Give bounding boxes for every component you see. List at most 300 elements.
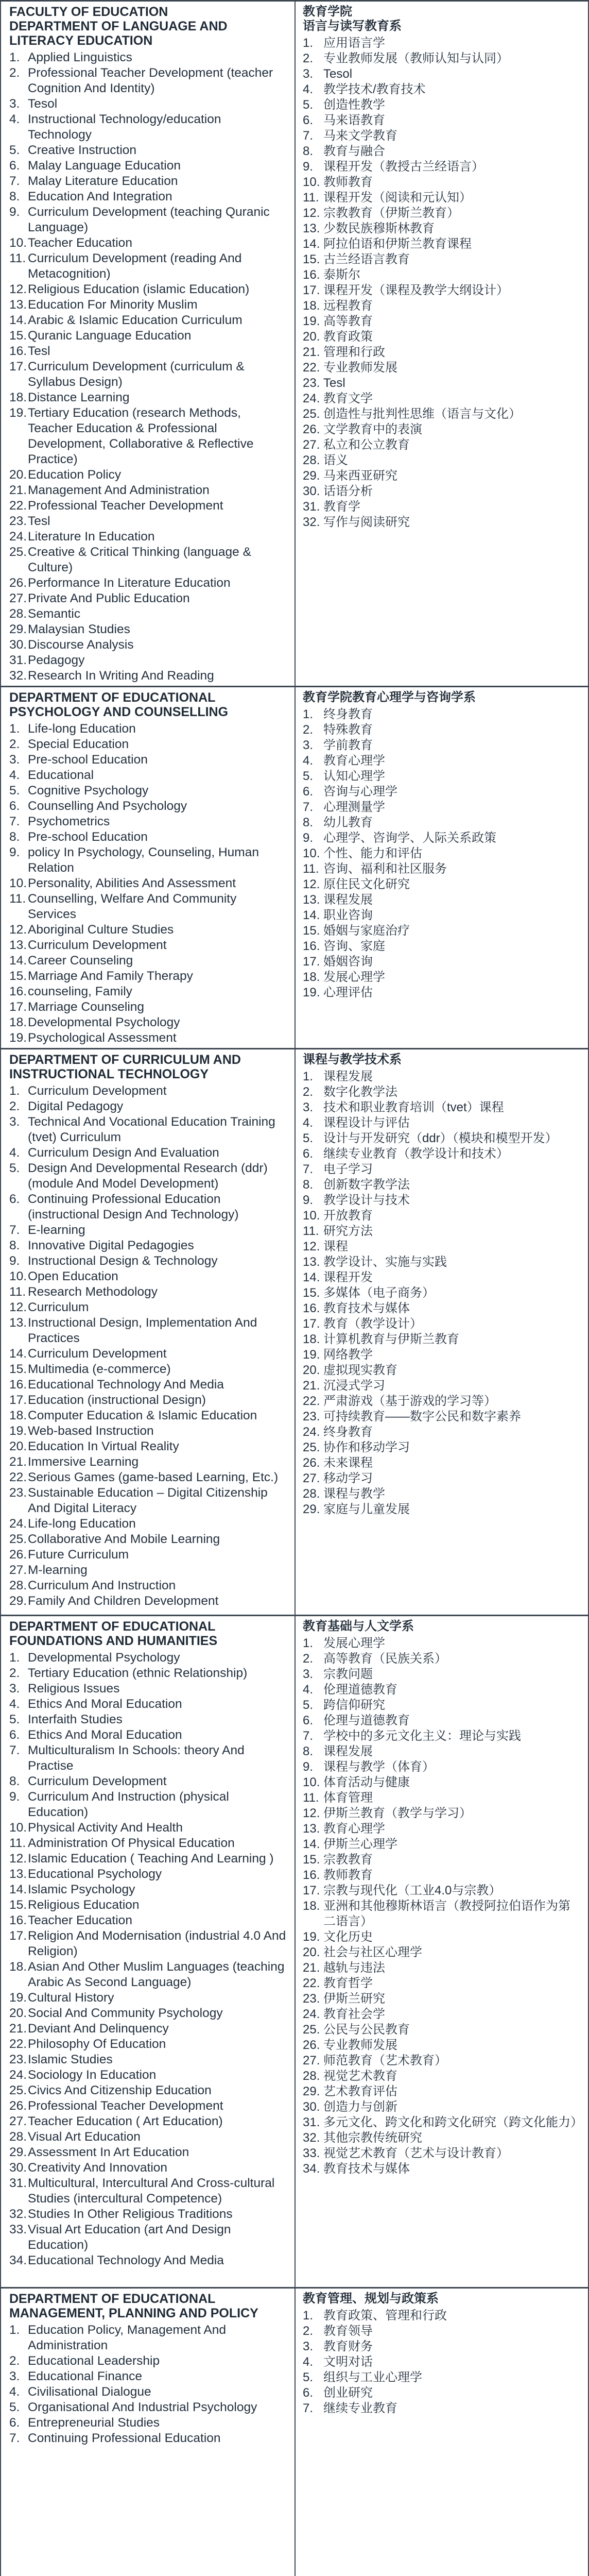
list-item <box>9 1470 287 1485</box>
item-number: 1. <box>9 2323 20 2337</box>
list-item <box>303 2354 581 2370</box>
item-text: Distance Learning <box>28 391 130 404</box>
item-number: 17. <box>9 1000 27 1014</box>
list-item <box>303 1378 581 1394</box>
section-psychology-counselling <box>1 687 588 1049</box>
item-number: 26. <box>303 1456 320 1470</box>
list-item <box>9 2160 287 2176</box>
list-item <box>303 722 581 738</box>
list-item <box>303 484 581 499</box>
item-number: 2. <box>9 1099 20 1113</box>
item-number: 7. <box>9 1743 20 1757</box>
list-item <box>303 2339 581 2354</box>
item-number: 8. <box>9 830 20 844</box>
item-text: Curriculum And Instruction (physical Education) <box>28 1790 229 1819</box>
list-item <box>9 891 287 922</box>
list-item <box>303 329 581 345</box>
list-item <box>303 1270 581 1285</box>
program-list-en <box>9 721 287 1046</box>
program-list-zh <box>303 707 581 1001</box>
item-text: Tesol <box>28 97 58 111</box>
item-text: 教育与融合 <box>323 144 385 158</box>
item-number: 6. <box>9 1728 20 1742</box>
list-item <box>303 1960 581 1976</box>
item-text: Education In Virtual Reality <box>28 1439 179 1453</box>
list-item <box>9 2222 287 2253</box>
item-number: 23. <box>303 376 320 390</box>
list-item <box>303 1301 581 1316</box>
item-number: 19. <box>9 1424 27 1438</box>
list-item <box>303 1806 581 1821</box>
item-text: Education (instructional Design) <box>28 1393 206 1407</box>
item-number: 30. <box>303 2100 320 2114</box>
item-text: 课程与教学 <box>323 1487 385 1501</box>
item-text: 终身教育 <box>323 707 373 721</box>
list-item <box>303 923 581 939</box>
item-number: 13. <box>9 298 27 312</box>
list-item <box>9 2253 287 2268</box>
list-item <box>9 483 287 498</box>
item-text: 体育管理 <box>323 1791 373 1805</box>
program-list-en <box>9 1650 287 2268</box>
item-text: 教学设计与技术 <box>323 1193 410 1207</box>
item-number: 15. <box>9 969 27 983</box>
item-text: Asian And Other Muslim Languages (teaching Arabic As Second Language) <box>28 1960 285 1989</box>
list-item <box>303 2146 581 2161</box>
list-item <box>9 344 287 359</box>
item-number: 19. <box>9 1991 27 2005</box>
english-column <box>1 2288 295 2576</box>
item-number: 4. <box>303 1683 314 1697</box>
item-number: 8. <box>303 144 314 158</box>
list-item <box>9 1346 287 1362</box>
list-item <box>303 283 581 298</box>
list-item <box>9 174 287 189</box>
item-number: 13. <box>303 893 320 907</box>
item-number: 15. <box>303 252 320 266</box>
list-item <box>9 2083 287 2098</box>
item-text: Educational <box>28 768 94 782</box>
list-item <box>303 376 581 391</box>
item-text: 伊斯兰研究 <box>323 1992 385 2006</box>
list-item <box>9 2415 287 2431</box>
item-number: 1. <box>9 1651 20 1665</box>
list-item <box>9 529 287 545</box>
item-number: 8. <box>9 190 20 204</box>
list-item <box>9 1015 287 1030</box>
list-item <box>9 2129 287 2145</box>
item-text: 课程开发（课程及教学大纲设计） <box>323 283 509 297</box>
list-item <box>303 939 581 954</box>
item-number: 1. <box>9 722 20 736</box>
item-text: 计算机教育与伊斯兰教育 <box>323 1332 459 1346</box>
list-item <box>9 1650 287 1666</box>
list-item <box>9 1532 287 1547</box>
item-text: Religion And Modernisation (industrial 4.0 And Religion) <box>28 1929 286 1958</box>
section-title-en: DEPARTMENT OF EDUCATIONAL MANAGEMENT, PLANNING AND POLICY <box>9 2292 258 2320</box>
list-item <box>9 1578 287 1594</box>
item-text: 教育学 <box>323 500 360 514</box>
list-item <box>303 892 581 908</box>
item-number: 18. <box>303 1332 320 1346</box>
list-item <box>303 1285 581 1301</box>
list-item <box>9 1563 287 1578</box>
list-item <box>9 845 287 876</box>
item-text: 教师教育 <box>323 1868 373 1882</box>
item-text: Sustainable Education – Digital Citizenship And Digital Literacy <box>28 1486 268 1515</box>
item-text: 继续专业教育 <box>323 2401 397 2415</box>
item-text: 可持续教育——数字公民和数字素养 <box>323 1410 521 1423</box>
item-number: 3. <box>9 753 20 767</box>
item-number: 13. <box>303 1822 320 1836</box>
list-item <box>9 1253 287 1269</box>
item-text: 教育心理学 <box>323 754 385 768</box>
list-item <box>9 2067 287 2083</box>
list-item <box>9 1867 287 1882</box>
item-text: Educational Technology And Media <box>28 2253 224 2267</box>
item-number: 29. <box>303 2084 320 2098</box>
item-text: Management And Administration <box>28 483 210 497</box>
item-number: 31. <box>9 653 27 667</box>
item-number: 33. <box>303 2146 320 2160</box>
list-item <box>303 2401 581 2416</box>
item-number: 14. <box>303 237 320 251</box>
list-item <box>303 877 581 892</box>
section-title-zh: 教育基础与人文学系 <box>303 1619 414 1633</box>
item-text: Developmental Psychology <box>28 1015 180 1029</box>
item-text: Professional Teacher Development (teacher Cognition And Identity) <box>28 66 273 95</box>
item-text: Visual Art Education (art And Design Education) <box>28 2223 231 2252</box>
list-item <box>9 2353 287 2369</box>
item-text: Design And Developmental Research (ddr) (module And Model Development) <box>28 1161 268 1191</box>
item-text: Studies In Other Religious Traditions <box>28 2207 233 2221</box>
item-number: 30. <box>9 638 27 652</box>
list-item <box>9 390 287 405</box>
list-item <box>9 2145 287 2160</box>
item-text: Counselling, Welfare And Community Services <box>28 892 237 921</box>
item-number: 28. <box>9 2130 27 2144</box>
list-item <box>303 1425 581 1440</box>
item-text: 马来西亚研究 <box>323 469 397 483</box>
item-number: 27. <box>303 438 320 452</box>
item-text: 视觉艺术教育 <box>323 2069 397 2083</box>
list-item <box>303 1100 581 1115</box>
item-text: 学前教育 <box>323 738 373 752</box>
item-number: 2. <box>9 737 20 751</box>
item-number: 22. <box>303 361 320 375</box>
list-item <box>303 1394 581 1409</box>
list-item <box>303 784 581 800</box>
list-item <box>303 2308 581 2324</box>
item-number: 22. <box>9 2037 27 2051</box>
item-number: 1. <box>303 707 314 721</box>
item-text: Professional Teacher Development <box>28 499 223 513</box>
list-item <box>303 453 581 468</box>
item-text: Malaysian Studies <box>28 622 130 636</box>
list-item <box>303 206 581 221</box>
item-number: 3. <box>303 1100 314 1114</box>
item-text: 电子学习 <box>323 1162 373 1176</box>
item-number: 4. <box>9 768 20 782</box>
chinese-column <box>295 1616 588 2288</box>
list-item <box>9 1774 287 1789</box>
item-text: 未来课程 <box>323 1456 373 1470</box>
item-text: Islamic Studies <box>28 2053 113 2066</box>
item-number: 2. <box>303 52 314 65</box>
item-number: 23. <box>9 2053 27 2066</box>
list-item <box>303 1440 581 1455</box>
list-item <box>9 1789 287 1820</box>
item-number: 8. <box>303 1178 314 1192</box>
list-item <box>9 514 287 529</box>
item-number: 5. <box>303 1131 314 1145</box>
item-number: 34. <box>9 2253 27 2267</box>
list-item <box>9 737 287 752</box>
list-item <box>9 1145 287 1161</box>
list-item <box>303 1636 581 1651</box>
list-item <box>303 252 581 267</box>
list-item <box>303 2099 581 2115</box>
item-number: 30. <box>303 484 320 498</box>
list-item <box>9 1161 287 1192</box>
list-item <box>303 1347 581 1363</box>
list-item <box>303 468 581 484</box>
item-text: Curriculum Development <box>28 1084 167 1098</box>
list-item <box>9 1439 287 1454</box>
item-text: Ethics And Moral Education <box>28 1728 182 1742</box>
list-item <box>9 50 287 65</box>
item-number: 17. <box>9 360 27 374</box>
item-text: 婚姻咨询 <box>323 955 373 969</box>
item-text: 教师教育 <box>323 175 373 189</box>
item-text: Family And Children Development <box>28 1594 219 1608</box>
list-item <box>9 622 287 637</box>
item-number: 15. <box>303 924 320 938</box>
item-text: 发展心理学 <box>323 1636 385 1650</box>
item-number: 9. <box>303 831 314 845</box>
section-title-en: FACULTY OF EDUCATION DEPARTMENT OF LANGUAGE AND LITERACY EDUCATION <box>9 5 228 48</box>
item-number: 9. <box>9 1254 20 1268</box>
item-number: 12. <box>303 1240 320 1253</box>
item-text: 课程发展 <box>323 1070 373 1083</box>
item-number: 4. <box>303 2355 314 2369</box>
list-item <box>9 783 287 799</box>
item-number: 17. <box>303 1317 320 1331</box>
section-title-en: DEPARTMENT OF CURRICULUM AND INSTRUCTIONAL TECHNOLOGY <box>9 1053 241 1081</box>
item-text: 古兰经语言教育 <box>323 252 410 266</box>
list-item <box>9 405 287 467</box>
item-text: 咨询与心理学 <box>323 785 397 799</box>
item-number: 8. <box>9 1239 20 1252</box>
item-number: 7. <box>303 2401 314 2415</box>
list-item <box>303 831 581 846</box>
item-number: 25. <box>9 545 27 559</box>
item-text: Education Policy <box>28 468 122 482</box>
item-number: 5. <box>303 2370 314 2384</box>
item-number: 19. <box>9 1031 27 1045</box>
item-text: 跨信仰研究 <box>323 1698 385 1712</box>
item-number: 16. <box>9 1913 27 1927</box>
item-text: 私立和公立教育 <box>323 438 410 452</box>
item-text: 心理测量学 <box>323 800 385 814</box>
item-number: 16. <box>303 1868 320 1882</box>
item-number: 7. <box>303 129 314 143</box>
list-item <box>9 969 287 984</box>
section-title-zh: 教育学院教育心理学与咨询学系 <box>303 690 476 704</box>
list-item <box>303 769 581 784</box>
item-text: Educational Psychology <box>28 1867 162 1881</box>
item-number: 10. <box>303 1209 320 1223</box>
item-number: 2. <box>9 2354 20 2368</box>
item-number: 9. <box>303 1193 314 1207</box>
section-title-zh: 教育管理、规划与政策系 <box>303 2292 439 2306</box>
item-text: 阿拉伯语和伊斯兰教育课程 <box>323 237 472 251</box>
item-text: Pedagogy <box>28 653 85 667</box>
item-number: 28. <box>303 2069 320 2083</box>
item-number: 31. <box>303 500 320 514</box>
item-text: Educational Leadership <box>28 2354 160 2368</box>
list-item <box>9 606 287 622</box>
item-number: 24. <box>303 392 320 405</box>
list-item <box>303 815 581 831</box>
list-item <box>303 2053 581 2069</box>
item-text: Innovative Digital Pedagogies <box>28 1239 194 1252</box>
item-number: 19. <box>9 406 27 420</box>
item-text: Malay Literature Education <box>28 174 178 188</box>
item-text: Aboriginal Culture Studies <box>28 923 174 937</box>
item-number: 22. <box>303 1394 320 1408</box>
item-text: Tertiary Education (research Methods, Teacher Education & Professional Development, Collaborative & Reflective Practice) <box>28 406 254 466</box>
item-number: 26. <box>303 422 320 436</box>
list-item <box>9 467 287 483</box>
item-text: 创新数字教学法 <box>323 1178 410 1192</box>
item-number: 8. <box>303 816 314 829</box>
item-text: 视觉艺术教育（艺术与设计教育） <box>323 2146 509 2160</box>
item-number: 10. <box>303 1775 320 1789</box>
section-foundations-humanities <box>1 1616 588 2288</box>
item-text: Curriculum Development <box>28 1774 167 1788</box>
list-item <box>9 1666 287 1681</box>
item-text: 幼儿教育 <box>323 816 373 829</box>
item-text: Pre-school Education <box>28 830 148 844</box>
list-item <box>303 1991 581 2007</box>
item-number: 16. <box>303 268 320 282</box>
item-text: Marriage Counseling <box>28 1000 145 1014</box>
list-item <box>9 953 287 969</box>
item-number: 29. <box>9 622 27 636</box>
item-number: 22. <box>303 1976 320 1990</box>
item-number: 19. <box>303 986 320 999</box>
item-text: 创造性与批判性思维（语言与文化） <box>323 407 521 421</box>
item-text: Private And Public Education <box>28 591 190 605</box>
list-item <box>303 1146 581 1162</box>
item-text: Social And Community Psychology <box>28 2006 223 2020</box>
item-text: Education Policy, Management And Administration <box>28 2323 226 2352</box>
item-number: 14. <box>9 313 27 327</box>
item-text: 特殊教育 <box>323 723 373 737</box>
item-text: Curriculum And Instruction <box>28 1579 176 1592</box>
list-item <box>303 753 581 769</box>
list-item <box>303 1744 581 1759</box>
item-number: 24. <box>9 530 27 544</box>
item-number: 11. <box>303 1791 319 1805</box>
list-item <box>9 2176 287 2207</box>
section-curriculum-technology <box>1 1049 588 1616</box>
item-number: 9. <box>9 845 20 859</box>
list-item <box>9 1959 287 1990</box>
item-number: 14. <box>9 1347 27 1361</box>
list-item <box>9 1238 287 1253</box>
list-item <box>303 970 581 985</box>
item-text: Malay Language Education <box>28 159 181 173</box>
item-text: 远程教育 <box>323 299 373 313</box>
item-number: 21. <box>303 1961 320 1975</box>
item-text: 多元文化、跨文化和跨文化研究（跨文化能力） <box>323 2115 583 2129</box>
item-text: Tesl <box>28 344 50 358</box>
list-item <box>9 1315 287 1346</box>
item-number: 4. <box>9 112 20 126</box>
item-number: 6. <box>303 1147 314 1161</box>
list-item <box>303 2161 581 2177</box>
list-item <box>303 1682 581 1698</box>
item-text: 职业咨询 <box>323 908 373 922</box>
item-text: Curriculum Development (curriculum & Syllabus Design) <box>28 360 245 389</box>
program-list-en <box>9 1083 287 1609</box>
list-item <box>303 738 581 753</box>
chinese-column <box>295 687 588 1049</box>
list-item <box>303 1162 581 1177</box>
item-text: 认知心理学 <box>323 769 385 783</box>
list-item <box>9 1897 287 1913</box>
list-item <box>9 1083 287 1099</box>
item-number: 31. <box>9 2176 27 2190</box>
list-item <box>303 2084 581 2099</box>
item-number: 21. <box>9 483 27 497</box>
item-text: 心理学、咨询学、人际关系政策 <box>323 831 496 845</box>
item-text: 教育财务 <box>323 2340 373 2353</box>
list-item <box>9 1913 287 1928</box>
item-text: Civilisational Dialogue <box>28 2385 151 2399</box>
item-text: 文学教育中的表演 <box>323 422 422 436</box>
item-text: Civics And Citizenship Education <box>28 2083 212 2097</box>
item-text: Computer Education & Islamic Education <box>28 1409 257 1422</box>
item-number: 32. <box>9 669 27 683</box>
item-number: 11. <box>9 1836 26 1850</box>
program-list-en <box>9 2323 287 2446</box>
item-number: 23. <box>303 1992 320 2006</box>
section-title-zh: 课程与教学技术系 <box>303 1053 402 1066</box>
item-number: 4. <box>9 2385 20 2399</box>
list-item <box>303 144 581 159</box>
list-item <box>303 707 581 722</box>
list-item <box>303 2324 581 2339</box>
item-text: Technical And Vocational Education Training (tvet) Curriculum <box>28 1115 275 1144</box>
list-item <box>9 591 287 606</box>
item-text: 课程与教学（体育） <box>323 1760 435 1774</box>
item-number: 27. <box>303 2054 320 2067</box>
item-number: 16. <box>9 1378 27 1392</box>
list-item <box>303 1363 581 1378</box>
list-item <box>303 1208 581 1224</box>
list-item <box>9 2052 287 2067</box>
item-number: 13. <box>303 222 320 235</box>
list-item <box>303 1502 581 1517</box>
list-item <box>9 1712 287 1727</box>
item-number: 15. <box>9 329 27 343</box>
list-item <box>9 2098 287 2114</box>
item-text: Quranic Language Education <box>28 329 192 343</box>
item-number: 10. <box>9 236 27 250</box>
